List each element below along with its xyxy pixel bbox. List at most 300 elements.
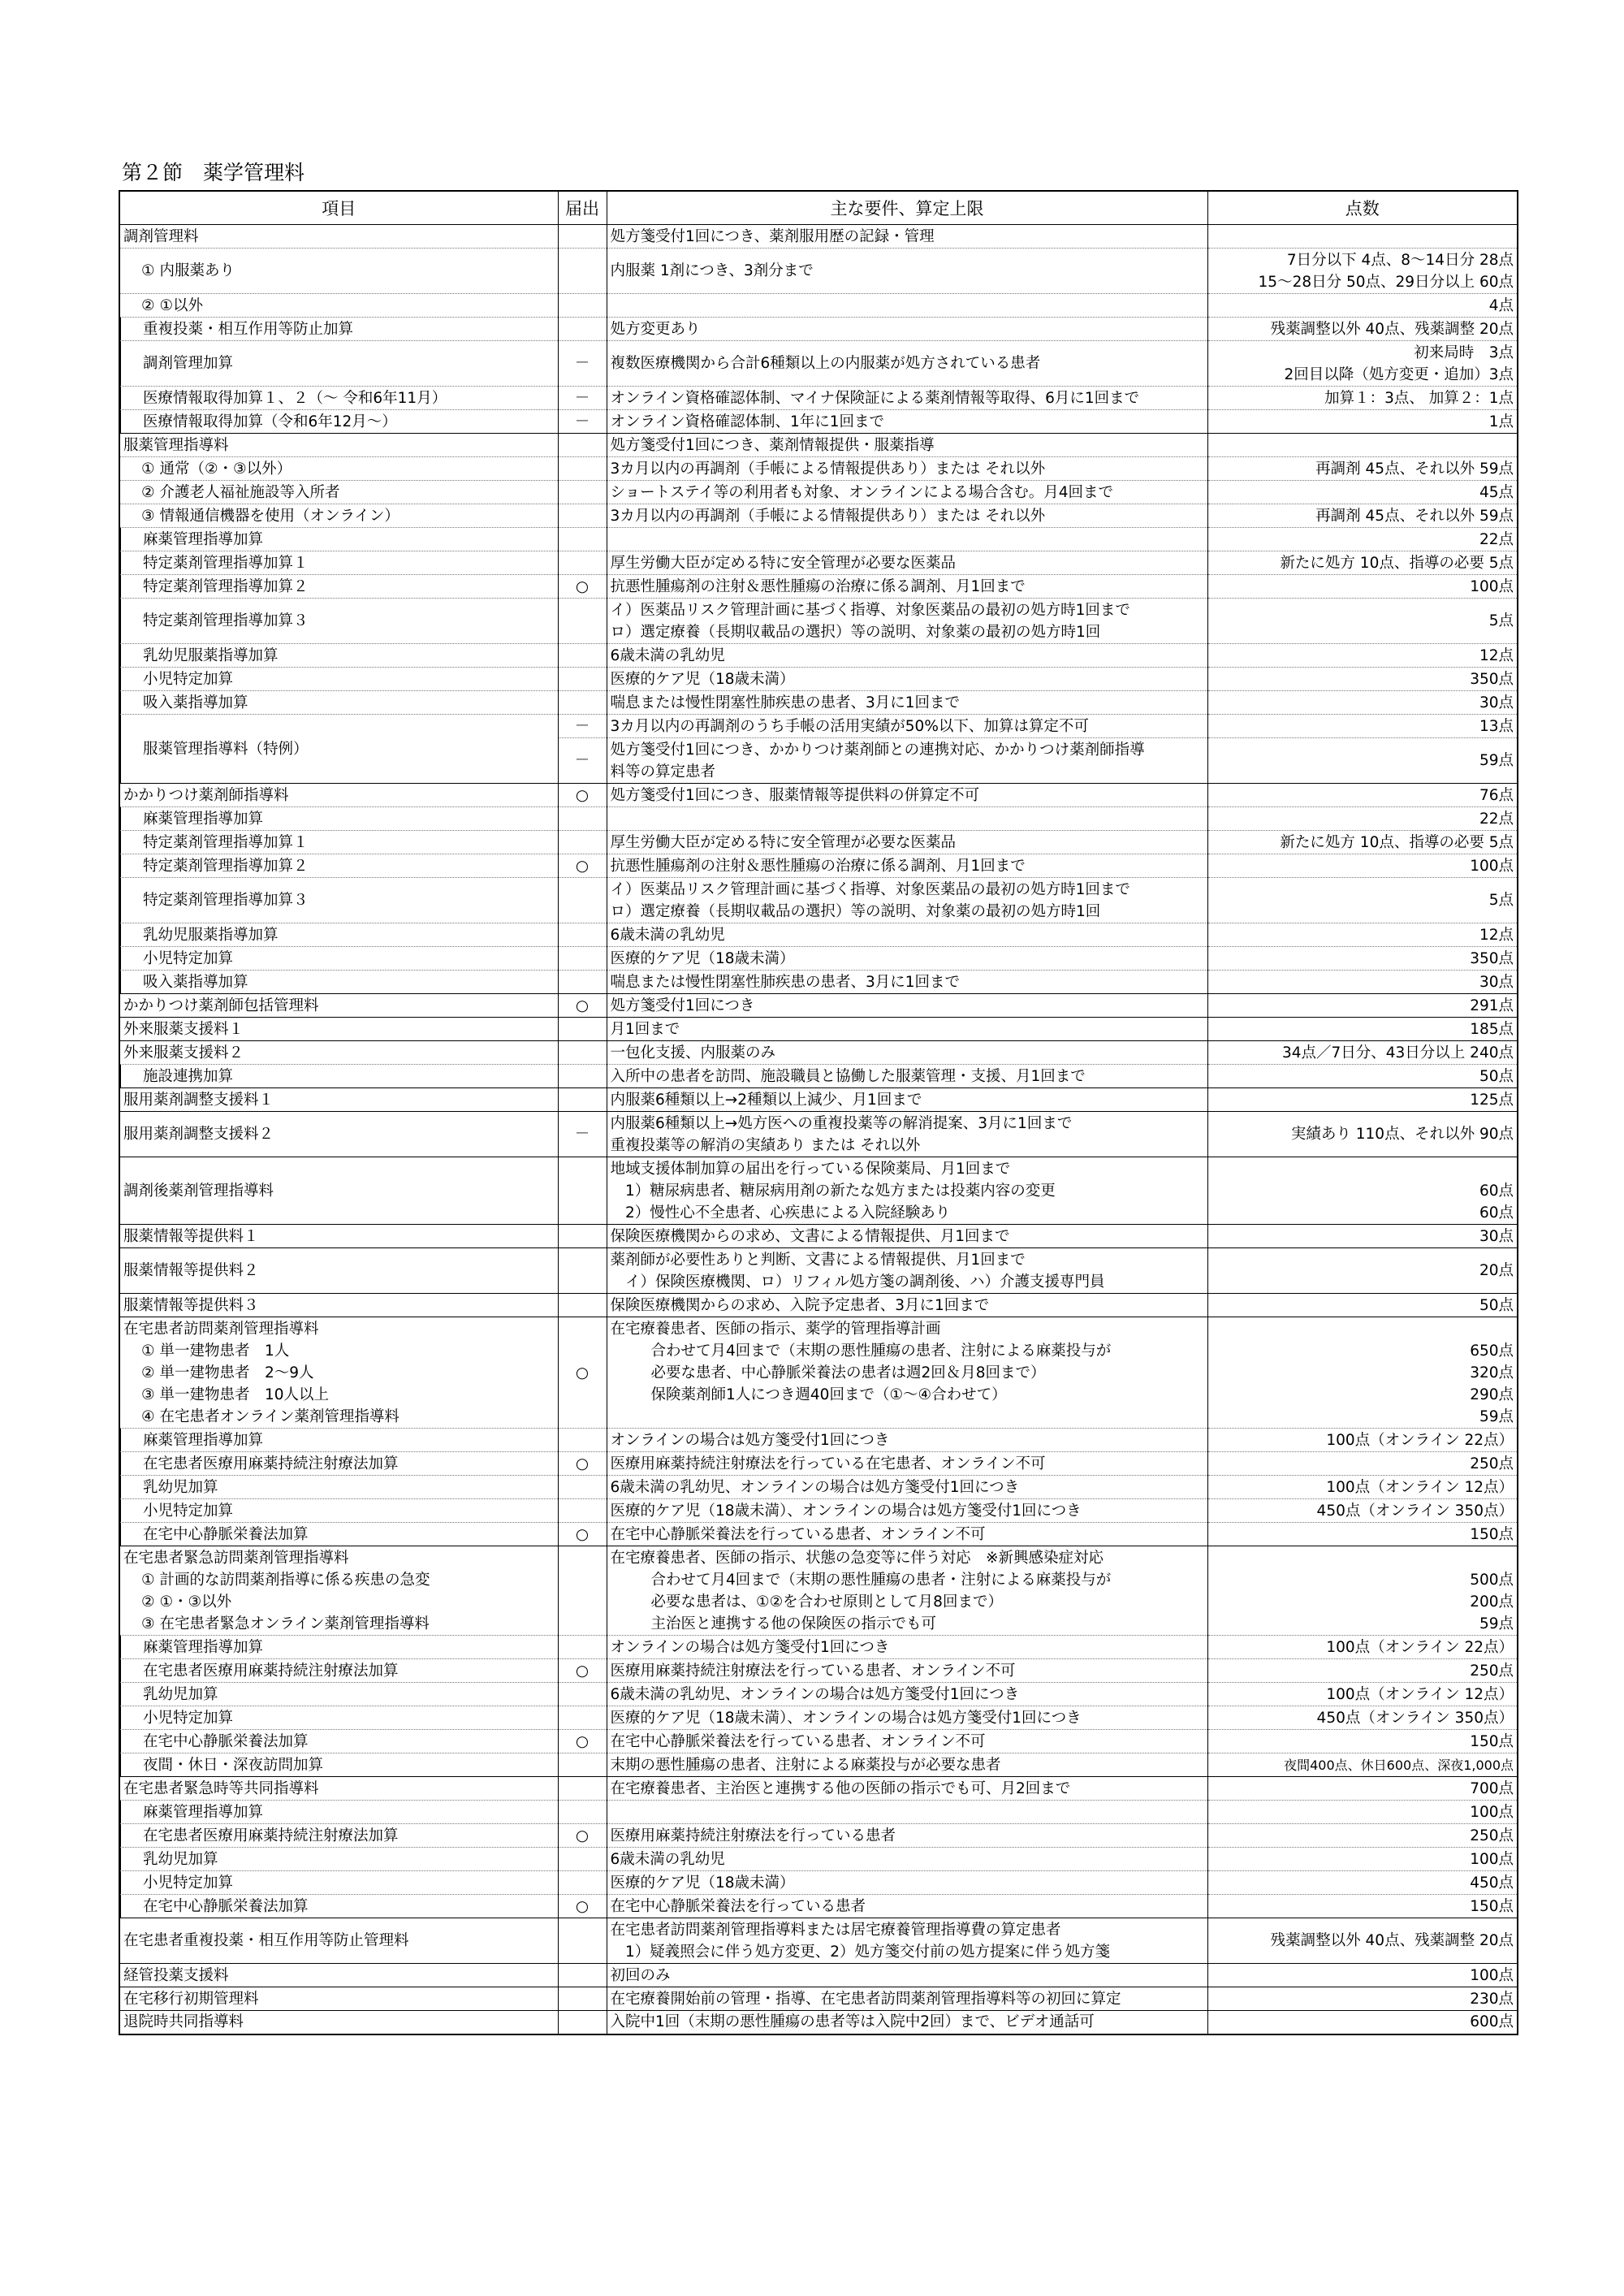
- cell-line: 小児特定加算: [143, 949, 234, 967]
- cell-line: 100点（オンライン 22点）: [1326, 1638, 1514, 1656]
- cell-line: [611, 1406, 1204, 1428]
- item-cell: [119, 1871, 558, 1895]
- section-title: 第２節 薬学管理料: [122, 161, 305, 184]
- cell-line: 150点: [1470, 1897, 1514, 1915]
- notification-cell: [558, 599, 607, 644]
- requirements-cell: [607, 1895, 1207, 1918]
- requirements-cell: [607, 434, 1207, 457]
- points-cell: [1207, 387, 1518, 410]
- item-cell: [119, 691, 558, 715]
- points-cell: [1207, 1918, 1518, 1964]
- cell-line: 在宅療養開始前の管理・指導、在宅患者訪問薬剤管理指導料等の初回に算定: [610, 1990, 1121, 2008]
- cell-line: 100点: [1470, 857, 1514, 875]
- points-cell: [1207, 225, 1518, 249]
- points-cell: [1207, 947, 1518, 971]
- cell-line: オンライン資格確認体制、1年に1回まで: [610, 413, 884, 430]
- requirements-cell: [607, 551, 1207, 575]
- cell-line: 麻薬管理指導加算: [143, 810, 264, 828]
- item-cell: [119, 1659, 558, 1683]
- notification-cell: [558, 434, 607, 457]
- cell-line: 5点: [1488, 612, 1514, 629]
- requirements-cell: [607, 1801, 1207, 1824]
- cell-line: 在宅患者医療用麻薬持続注射療法加算: [143, 1827, 399, 1844]
- cell-line: 100点: [1470, 1966, 1514, 1984]
- table-row: [119, 1895, 1518, 1918]
- item-cell: [119, 668, 558, 691]
- table-row: [119, 1964, 1518, 1987]
- cell-line: 処方箋受付1回につき: [610, 997, 755, 1014]
- notification-cell: [558, 1041, 607, 1065]
- notification-cell: [558, 1777, 607, 1801]
- cell-line: 処方箋受付1回につき、かかりつけ薬剤師との連携対応、かかりつけ薬剤師指導: [610, 741, 1145, 759]
- table-row: [119, 318, 1518, 341]
- requirements-cell: [607, 1848, 1207, 1871]
- points-cell: [1207, 599, 1518, 644]
- points-cell: [1207, 249, 1518, 294]
- cell-line: 450点: [1470, 1874, 1514, 1892]
- cell-line: 230点: [1470, 1990, 1514, 2008]
- notification-cell: [558, 807, 607, 831]
- points-cell: [1207, 1499, 1518, 1523]
- requirements-cell: [607, 599, 1207, 644]
- points-cell: [1207, 1476, 1518, 1499]
- notification-cell: [558, 831, 607, 854]
- points-cell: [1207, 1730, 1518, 1753]
- points-cell: [1207, 878, 1518, 923]
- requirements-cell: [607, 668, 1207, 691]
- points-cell: [1207, 2011, 1518, 2034]
- cell-line: 小児特定加算: [143, 1709, 234, 1727]
- table-row: [119, 341, 1518, 387]
- item-cell: [119, 457, 558, 481]
- cell-line: 6歳未満の乳幼児: [610, 926, 725, 944]
- cell-line: 服薬管理指導料: [123, 436, 229, 454]
- cell-line: 加算１：3点、 加算２：1点: [1324, 389, 1514, 407]
- table-row: [119, 2011, 1518, 2034]
- cell-line: 乳幼児服薬指導加算: [143, 926, 279, 944]
- points-cell: [1207, 1088, 1518, 1112]
- notification-cell: [558, 2011, 607, 2034]
- notification-cell: [558, 1476, 607, 1499]
- notification-cell: [558, 1918, 607, 1964]
- cell-line: 服用薬剤調整支援料１: [123, 1091, 274, 1109]
- cell-line: 250点: [1470, 1662, 1514, 1680]
- item-cell: [119, 807, 558, 831]
- requirements-cell: [607, 481, 1207, 504]
- cell-line: 2）慢性心不全患者、心疾患による入院経験あり: [610, 1204, 951, 1222]
- points-cell: [1207, 1065, 1518, 1088]
- cell-line: 残薬調整以外 40点、残薬調整 20点: [1270, 1932, 1514, 1949]
- item-cell: [119, 1429, 558, 1452]
- cell-line: 6歳未満の乳幼児: [610, 1850, 725, 1868]
- cell-line: 22点: [1479, 530, 1514, 548]
- table-row: [119, 923, 1518, 947]
- points-cell: [1207, 1546, 1518, 1636]
- requirements-cell: [607, 971, 1207, 994]
- cell-line: 30点: [1479, 973, 1514, 991]
- item-cell: [119, 1225, 558, 1248]
- fee-table: [119, 190, 1518, 2035]
- requirements-cell: [607, 504, 1207, 528]
- header-item: 項目: [119, 191, 558, 225]
- notification-cell: [558, 1801, 607, 1824]
- points-cell: [1207, 1824, 1518, 1848]
- points-cell: [1207, 1523, 1518, 1546]
- item-cell: [119, 947, 558, 971]
- item-cell: [119, 1294, 558, 1317]
- requirements-cell: [607, 1753, 1207, 1777]
- notification-cell: [558, 1987, 607, 2011]
- points-cell: [1207, 294, 1518, 318]
- cell-line: 13点: [1479, 717, 1514, 735]
- cell-line: 30点: [1479, 1227, 1514, 1245]
- points-cell: [1207, 551, 1518, 575]
- cell-line: 150点: [1470, 1732, 1514, 1750]
- requirements-cell: [607, 1871, 1207, 1895]
- cell-line: [611, 295, 1204, 317]
- cell-line: 7日分以下 4点、8～14日分 28点: [1286, 251, 1514, 269]
- cell-line: 調剤後薬剤管理指導料: [123, 1182, 274, 1200]
- notification-cell: ○: [558, 1895, 607, 1918]
- item-cell: [119, 1476, 558, 1499]
- requirements-cell: [607, 1987, 1207, 2011]
- requirements-cell: [607, 1636, 1207, 1659]
- cell-line: 小児特定加算: [143, 1502, 234, 1520]
- item-cell: [119, 294, 558, 318]
- table-row: [119, 599, 1518, 644]
- item-cell: [119, 715, 558, 784]
- notification-cell: [558, 947, 607, 971]
- cell-line: [611, 1801, 1204, 1823]
- item-cell: [119, 831, 558, 854]
- item-cell: [119, 1801, 558, 1824]
- item-cell: [119, 878, 558, 923]
- requirements-cell: [607, 1546, 1207, 1636]
- notification-cell: [558, 1294, 607, 1317]
- cell-line: ① 内服薬あり: [141, 262, 235, 279]
- item-cell: [119, 1636, 558, 1659]
- notification-cell: [558, 878, 607, 923]
- requirements-cell: [607, 1088, 1207, 1112]
- item-cell: [119, 1895, 558, 1918]
- notification-cell: [558, 1706, 607, 1730]
- cell-line: 医療的ケア児（18歳未満）: [610, 1874, 795, 1892]
- cell-line: 乳幼児服薬指導加算: [143, 646, 279, 664]
- cell-line: 250点: [1470, 1827, 1514, 1844]
- notification-cell: ○: [558, 994, 607, 1018]
- points-cell: [1207, 668, 1518, 691]
- cell-line: 新たに処方 10点、指導の必要 5点: [1280, 554, 1514, 572]
- table-row: [119, 1429, 1518, 1452]
- item-cell: [119, 784, 558, 807]
- cell-line: 60点: [1479, 1182, 1514, 1200]
- table-row: [119, 1225, 1518, 1248]
- notification-cell: [558, 668, 607, 691]
- table-row: [119, 1659, 1518, 1683]
- cell-line: [611, 808, 1204, 830]
- cell-line: 320点: [1470, 1364, 1514, 1381]
- points-cell: [1207, 481, 1518, 504]
- header-notification: 届出: [558, 191, 607, 225]
- requirements-cell: [607, 1659, 1207, 1683]
- cell-line: 乳幼児加算: [143, 1850, 218, 1868]
- requirements-cell: [607, 1730, 1207, 1753]
- item-cell: [119, 1018, 558, 1041]
- cell-line: 特定薬剤管理指導加算２: [143, 577, 309, 595]
- points-cell: [1207, 1895, 1518, 1918]
- cell-line: 合わせて月4回まで（末期の悪性腫瘍の患者、注射による麻薬投与が: [650, 1342, 1112, 1360]
- cell-line: 施設連携加算: [143, 1067, 234, 1085]
- cell-line: 20点: [1479, 1262, 1514, 1279]
- item-cell: [119, 1964, 558, 1987]
- cell-line: 夜間400点、休日600点、深夜1,000点: [1284, 1757, 1514, 1773]
- requirements-cell: [607, 784, 1207, 807]
- requirements-cell: [607, 387, 1207, 410]
- cell-line: ③ 単一建物患者 10人以上: [141, 1386, 330, 1403]
- cell-line: 保険薬剤師1人につき週40回まで（①～④合わせて）: [650, 1386, 1007, 1403]
- item-cell: [119, 1546, 558, 1636]
- table-row: [119, 1088, 1518, 1112]
- item-cell: [119, 1987, 558, 2011]
- cell-line: 700点: [1470, 1779, 1514, 1797]
- requirements-cell: [607, 457, 1207, 481]
- item-cell: [119, 1317, 558, 1429]
- cell-line: 医療用麻薬持続注射療法を行っている患者、オンライン不可: [610, 1662, 1016, 1680]
- requirements-cell: [607, 1452, 1207, 1476]
- item-cell: [119, 1112, 558, 1157]
- cell-line: 15～28日分 50点、29日分以上 60点: [1258, 273, 1514, 291]
- requirements-cell: [607, 1248, 1207, 1294]
- requirements-cell: [607, 528, 1207, 551]
- cell-line: 5点: [1488, 892, 1514, 909]
- points-cell: [1207, 410, 1518, 434]
- cell-line: 外来服薬支援料２: [123, 1044, 244, 1062]
- table-row: [119, 434, 1518, 457]
- cell-line: ② ①・③以外: [141, 1593, 232, 1611]
- points-cell: [1207, 854, 1518, 878]
- table-row: [119, 410, 1518, 434]
- table-row: [119, 1523, 1518, 1546]
- cell-line: 処方箋受付1回につき、薬剤情報提供・服薬指導: [610, 436, 935, 454]
- table-row: [119, 1753, 1518, 1777]
- cell-line: ④ 在宅患者オンライン薬剤管理指導料: [141, 1407, 400, 1425]
- points-cell: [1207, 1848, 1518, 1871]
- cell-line: 76点: [1479, 786, 1514, 804]
- item-cell: [119, 2011, 558, 2034]
- table-row: [119, 1157, 1518, 1225]
- points-cell: [1207, 1225, 1518, 1248]
- cell-line: [611, 529, 1204, 551]
- cell-line: 291点: [1470, 997, 1514, 1014]
- cell-line: 59点: [1479, 1615, 1514, 1632]
- cell-line: 医療情報取得加算１、２（～ 令和6年11月）: [143, 389, 447, 407]
- requirements-cell: [607, 410, 1207, 434]
- notification-cell: [558, 1753, 607, 1777]
- notification-cell: [558, 1157, 607, 1225]
- requirements-cell: [607, 878, 1207, 923]
- cell-line: 医療的ケア児（18歳未満）、オンラインの場合は処方箋受付1回につき: [610, 1502, 1082, 1520]
- notification-cell: －: [558, 1112, 607, 1157]
- notification-cell: [558, 249, 607, 294]
- requirements-cell: [607, 854, 1207, 878]
- cell-line: 650点: [1470, 1342, 1514, 1360]
- cell-line: 服薬情報等提供料２: [123, 1262, 259, 1279]
- cell-line: 服用薬剤調整支援料２: [123, 1126, 274, 1143]
- points-cell: [1207, 528, 1518, 551]
- notification-cell: [558, 691, 607, 715]
- item-cell: [119, 1777, 558, 1801]
- item-cell: [119, 1848, 558, 1871]
- cell-line: 4点: [1488, 296, 1514, 314]
- cell-line: 在宅中心静脈栄養法加算: [143, 1732, 309, 1750]
- cell-line: 在宅患者医療用麻薬持続注射療法加算: [143, 1455, 399, 1472]
- notification-cell: －: [558, 715, 607, 738]
- table-row: [119, 481, 1518, 504]
- cell-line: ① 単一建物患者 1人: [141, 1342, 290, 1360]
- cell-line: 在宅中心静脈栄養法を行っている患者: [610, 1897, 866, 1915]
- cell-line: 特定薬剤管理指導加算３: [143, 612, 309, 629]
- table-row: [119, 1317, 1518, 1429]
- cell-line: イ）医薬品リスク管理計画に基づく指導、対象医薬品の最初の処方時1回まで: [610, 880, 1130, 898]
- cell-line: 吸入薬指導加算: [143, 973, 248, 991]
- table-row: [119, 1918, 1518, 1964]
- cell-line: 3カ月以内の再調剤（手帳による情報提供あり）または それ以外: [610, 460, 1046, 478]
- notification-cell: [558, 294, 607, 318]
- cell-line: オンラインの場合は処方箋受付1回につき: [610, 1638, 890, 1656]
- notification-cell: －: [558, 387, 607, 410]
- cell-line: 在宅患者緊急訪問薬剤管理指導料: [123, 1549, 349, 1567]
- table-row: [119, 1294, 1518, 1317]
- points-cell: [1207, 1636, 1518, 1659]
- points-cell: [1207, 923, 1518, 947]
- cell-line: 保険医療機関からの求め、入院予定患者、3月に1回まで: [610, 1296, 990, 1314]
- points-cell: [1207, 1317, 1518, 1429]
- table-row: [119, 225, 1518, 249]
- points-cell: [1207, 1248, 1518, 1294]
- notification-cell: [558, 1225, 607, 1248]
- cell-line: 末期の悪性腫瘍の患者、注射による麻薬投与が必要な患者: [610, 1756, 1001, 1774]
- cell-line: ロ）選定療養（長期収載品の選択）等の説明、対象薬の最初の処方時1回: [610, 623, 1101, 641]
- cell-line: 3カ月以内の再調剤（手帳による情報提供あり）または それ以外: [610, 507, 1046, 525]
- requirements-cell: [607, 1429, 1207, 1452]
- cell-line: 3カ月以内の再調剤のうち手帳の活用実績が50%以下、加算は算定不可: [610, 717, 1089, 735]
- requirements-cell: [607, 1476, 1207, 1499]
- requirements-cell: [607, 715, 1207, 738]
- points-cell: [1207, 644, 1518, 668]
- item-cell: [119, 1753, 558, 1777]
- cell-line: 6歳未満の乳幼児: [610, 646, 725, 664]
- item-cell: [119, 481, 558, 504]
- points-cell: [1207, 994, 1518, 1018]
- requirements-cell: [607, 1499, 1207, 1523]
- cell-line: 30点: [1479, 694, 1514, 711]
- cell-line: ② 介護老人福祉施設等入所者: [141, 483, 340, 501]
- cell-line: 100点: [1470, 577, 1514, 595]
- cell-line: 実績あり 110点、それ以外 90点: [1290, 1126, 1514, 1143]
- cell-line: 6歳未満の乳幼児、オンラインの場合は処方箋受付1回につき: [610, 1685, 1020, 1703]
- cell-line: 主治医と連携する他の保険医の指示でも可: [650, 1615, 937, 1632]
- table-row: [119, 947, 1518, 971]
- item-cell: [119, 318, 558, 341]
- cell-line: 残薬調整以外 40点、残薬調整 20点: [1270, 320, 1514, 338]
- cell-line: 在宅移行初期管理料: [123, 1990, 259, 2008]
- cell-line: 必要な患者は、①②を合わせ原則として月8回まで）: [650, 1593, 1003, 1611]
- cell-line: 夜間・休日・深夜訪問加算: [143, 1756, 324, 1774]
- item-cell: [119, 528, 558, 551]
- table-row: [119, 807, 1518, 831]
- requirements-cell: [607, 831, 1207, 854]
- cell-line: [1212, 1318, 1514, 1340]
- item-cell: [119, 225, 558, 249]
- notification-cell: [558, 1429, 607, 1452]
- cell-line: ① 計画的な訪問薬剤指導に係る疾患の急変: [141, 1571, 430, 1589]
- cell-line: 調剤管理加算: [143, 355, 234, 372]
- item-cell: [119, 434, 558, 457]
- table-row: [119, 831, 1518, 854]
- points-cell: [1207, 807, 1518, 831]
- cell-line: イ）医薬品リスク管理計画に基づく指導、対象医薬品の最初の処方時1回まで: [610, 601, 1130, 619]
- cell-line: 内服薬6種類以上→処方医への重複投薬等の解消提案、3月に1回まで: [610, 1114, 1073, 1132]
- cell-line: 100点: [1470, 1850, 1514, 1868]
- cell-line: 200点: [1470, 1593, 1514, 1611]
- points-cell: [1207, 1753, 1518, 1777]
- cell-line: 50点: [1479, 1296, 1514, 1314]
- requirements-cell: [607, 738, 1207, 784]
- requirements-cell: [607, 1041, 1207, 1065]
- item-cell: [119, 387, 558, 410]
- notification-cell: [558, 1871, 607, 1895]
- cell-line: 1）糖尿病患者、糖尿病用剤の新たな処方または投薬内容の変更: [610, 1182, 1056, 1200]
- cell-line: ショートステイ等の利用者も対象、オンラインによる場合含む。月4回まで: [610, 483, 1113, 501]
- cell-line: 調剤管理料: [123, 227, 199, 245]
- cell-line: 麻薬管理指導加算: [143, 1431, 264, 1449]
- item-cell: [119, 644, 558, 668]
- cell-line: 125点: [1470, 1091, 1514, 1109]
- cell-line: ① 通常（②・③以外）: [141, 460, 292, 478]
- cell-line: 乳幼児加算: [143, 1685, 218, 1703]
- item-cell: [119, 1523, 558, 1546]
- requirements-cell: [607, 1112, 1207, 1157]
- table-row: [119, 575, 1518, 599]
- requirements-cell: [607, 1225, 1207, 1248]
- cell-line: 59点: [1479, 752, 1514, 769]
- cell-line: 290点: [1470, 1386, 1514, 1403]
- notification-cell: [558, 551, 607, 575]
- item-cell: [119, 923, 558, 947]
- points-cell: [1207, 1157, 1518, 1225]
- cell-line: かかりつけ薬剤師指導料: [123, 786, 289, 804]
- table-row: [119, 1848, 1518, 1871]
- notification-cell: ○: [558, 1523, 607, 1546]
- requirements-cell: [607, 249, 1207, 294]
- table-row: [119, 551, 1518, 575]
- cell-line: 新たに処方 10点、指導の必要 5点: [1280, 833, 1514, 851]
- points-cell: [1207, 575, 1518, 599]
- notification-cell: ○: [558, 575, 607, 599]
- item-cell: [119, 854, 558, 878]
- cell-line: 医療用麻薬持続注射療法を行っている患者: [610, 1827, 896, 1844]
- table-row: [119, 249, 1518, 294]
- header-requirements: 主な要件、算定上限: [607, 191, 1207, 225]
- cell-line: 服薬情報等提供料１: [123, 1227, 259, 1245]
- cell-line: ロ）選定療養（長期収載品の選択）等の説明、対象薬の最初の処方時1回: [610, 902, 1101, 920]
- cell-line: オンライン資格確認体制、マイナ保険証による薬剤情報等取得、6月に1回まで: [610, 389, 1140, 407]
- cell-line: 350点: [1470, 949, 1514, 967]
- notification-cell: ○: [558, 1824, 607, 1848]
- requirements-cell: [607, 1018, 1207, 1041]
- cell-line: 60点: [1479, 1204, 1514, 1222]
- requirements-cell: [607, 1964, 1207, 1987]
